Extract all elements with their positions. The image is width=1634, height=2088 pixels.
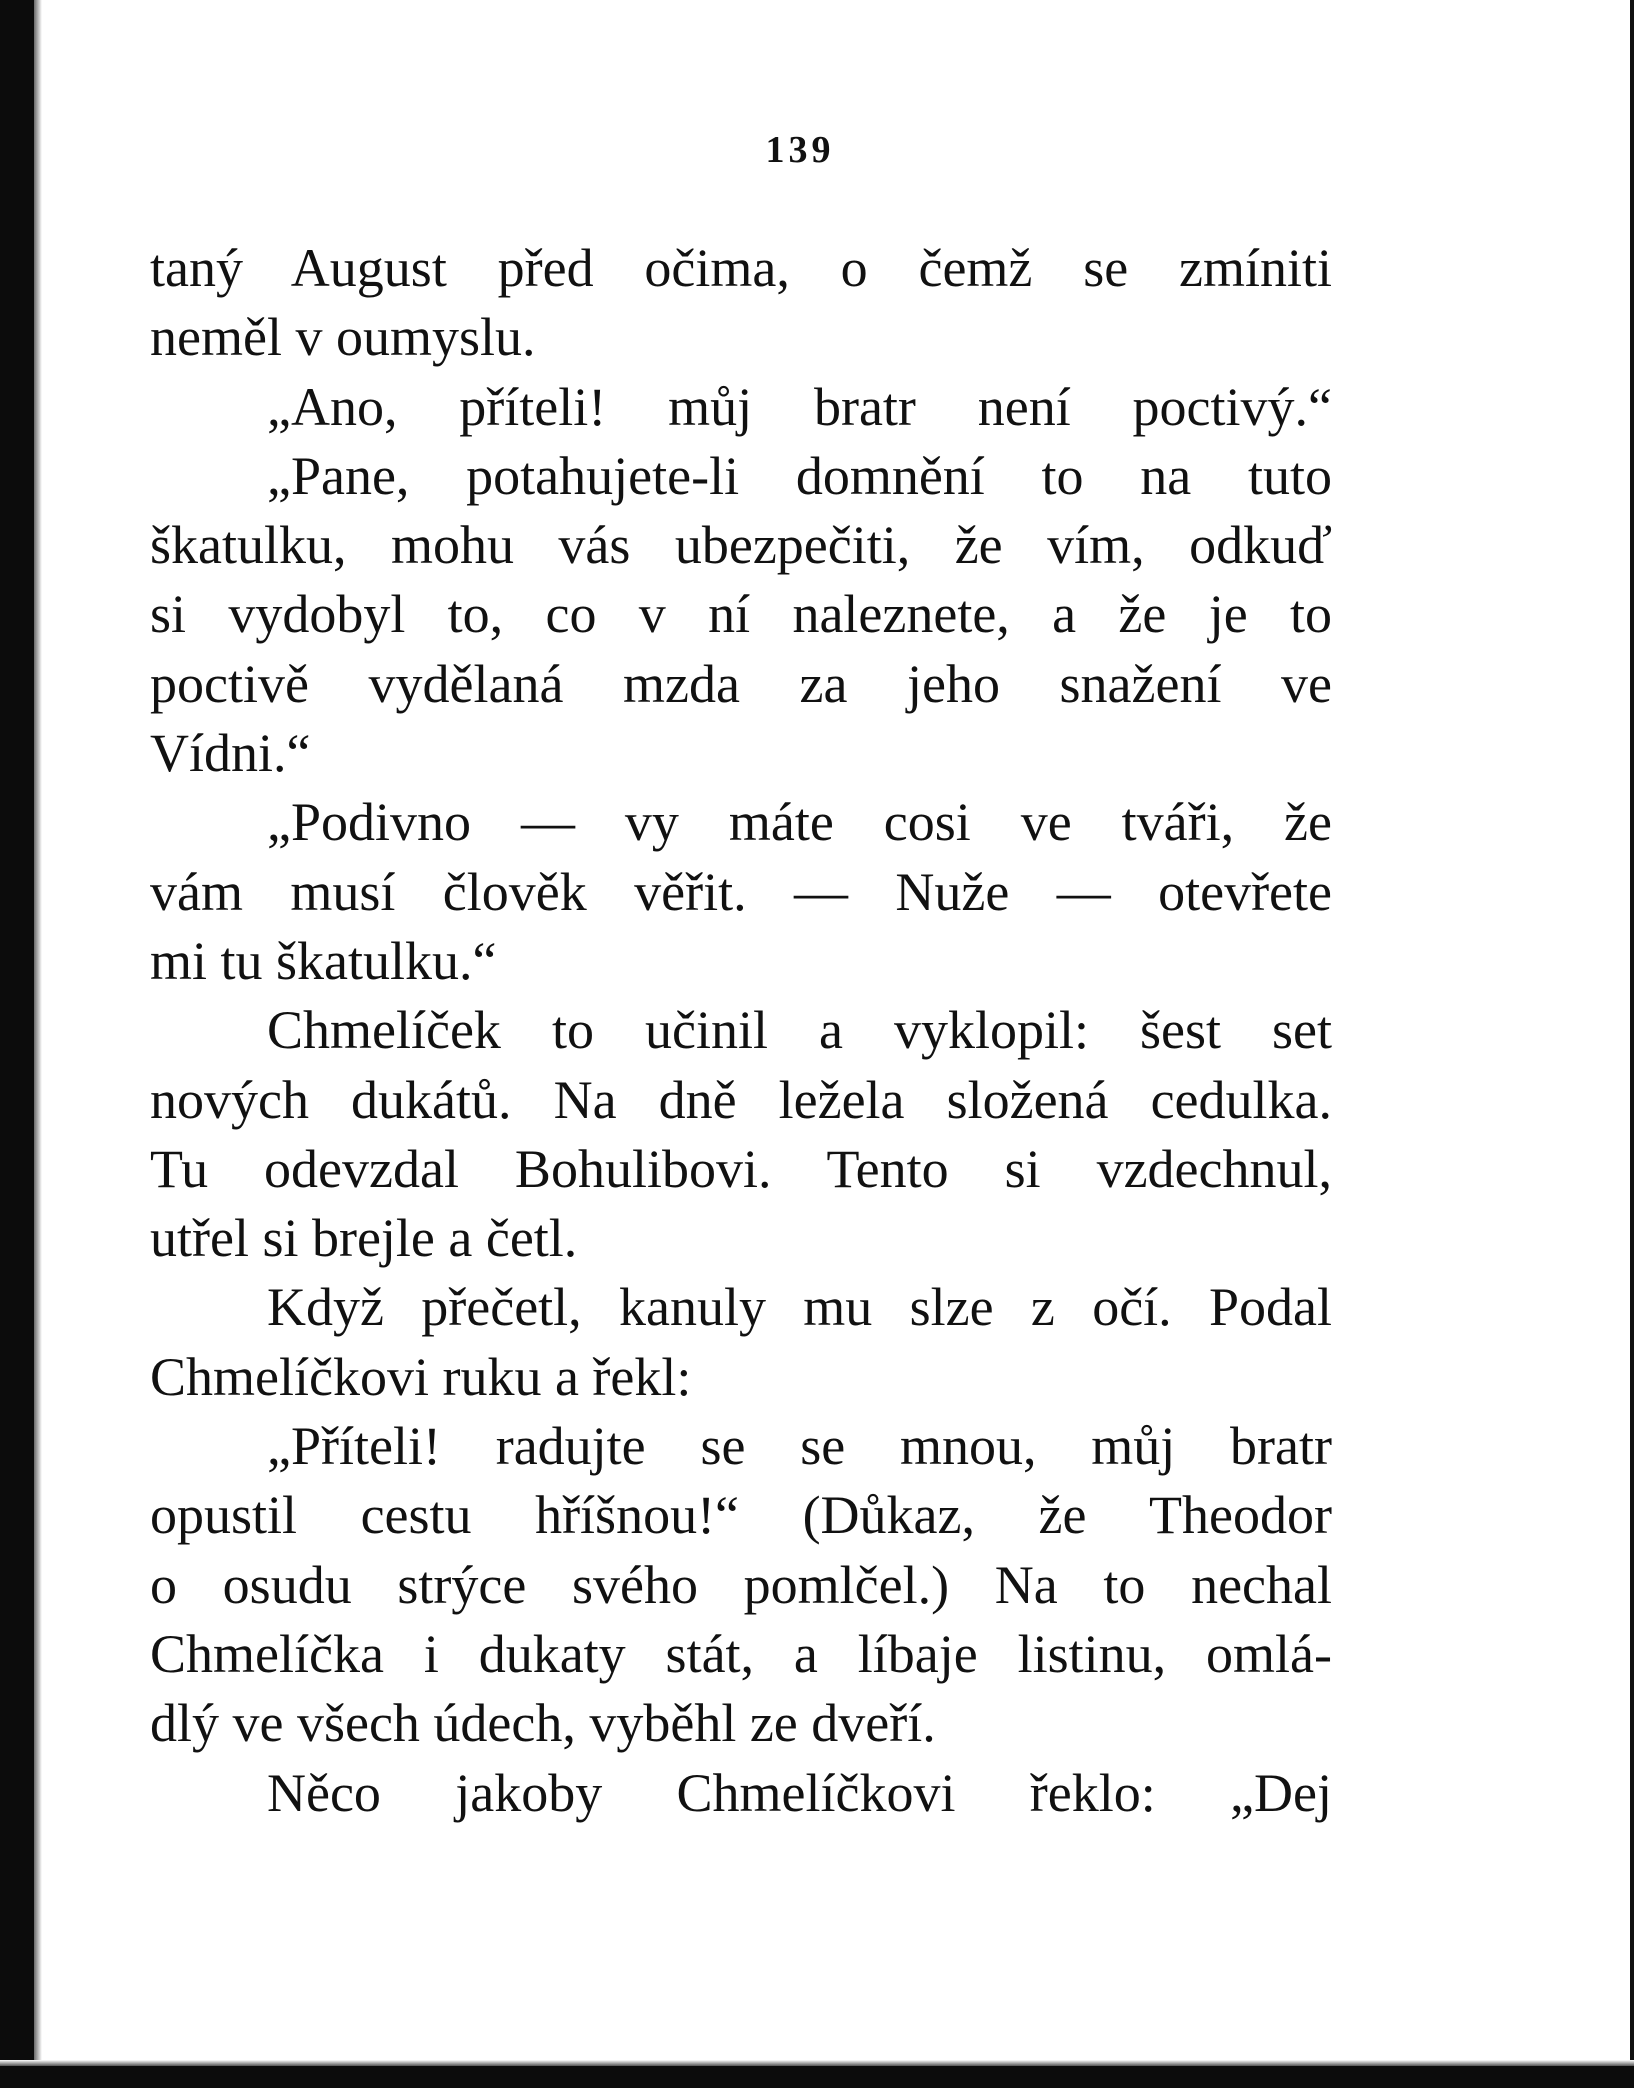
text-line: opustil cestu hříšnou!“ (Důkaz, že Theodor [150, 1485, 1332, 1546]
text-line: Chmelíčka i dukaty stát, a líbaje listinu, omlá- [150, 1623, 1332, 1684]
text-line: taný August před očima, o čemž se zmíniti [150, 238, 1332, 298]
text-line: škatulku, mohu vás ubezpečiti, že vím, odkuď [150, 515, 1332, 576]
body-text [150, 234, 1332, 1828]
scan-border-right [1630, 0, 1634, 2088]
text-line: Když přečetl, kanuly mu slze z očí. Podal [267, 1277, 1332, 1338]
text-line: vám musí člověk věřit. — Nuže — otevřete [150, 861, 1332, 922]
text-line: nových dukátů. Na dně ležela složená cedulka. [150, 1069, 1332, 1130]
text-line: mi tu škatulku.“ [150, 930, 497, 991]
text-line: dlý ve všech údech, vyběhl ze dveří. [150, 1693, 936, 1754]
text-line: Chmelíček to učinil a vyklopil: šest set [267, 1000, 1332, 1061]
text-line: „Příteli! radujte se se mnou, můj bratr [267, 1416, 1332, 1477]
text-line: Něco jakoby Chmelíčkovi řeklo: „Dej [267, 1762, 1332, 1823]
text-line: Vídni.“ [150, 723, 311, 784]
text-line: Chmelíčkovi ruku a řekl: [150, 1346, 692, 1407]
text-line: „Podivno — vy máte cosi ve tváři, že [267, 792, 1332, 853]
text-line: poctivě vydělaná mzda za jeho snažení ve [150, 653, 1332, 714]
scan-border-bottom [0, 2066, 1634, 2088]
text-line: si vydobyl to, co v ní naleznete, a že je to [150, 584, 1332, 645]
scan-border-left [0, 0, 34, 2088]
page-number: 139 [765, 129, 835, 171]
text-line: „Pane, potahujete-li domnění to na tuto [267, 445, 1332, 506]
text-line: neměl v oumyslu. [150, 307, 536, 368]
text-line: „Ano, příteli! můj bratr není poctivý.“ [267, 376, 1332, 437]
text-line: Tu odevzdal Bohulibovi. Tento si vzdechnul, [150, 1138, 1332, 1199]
text-line: utřel si brejle a četl. [150, 1208, 578, 1269]
scan-shadow-left [34, 0, 42, 2088]
text-line: o osudu strýce svého pomlčel.) Na to nechal [150, 1554, 1332, 1615]
